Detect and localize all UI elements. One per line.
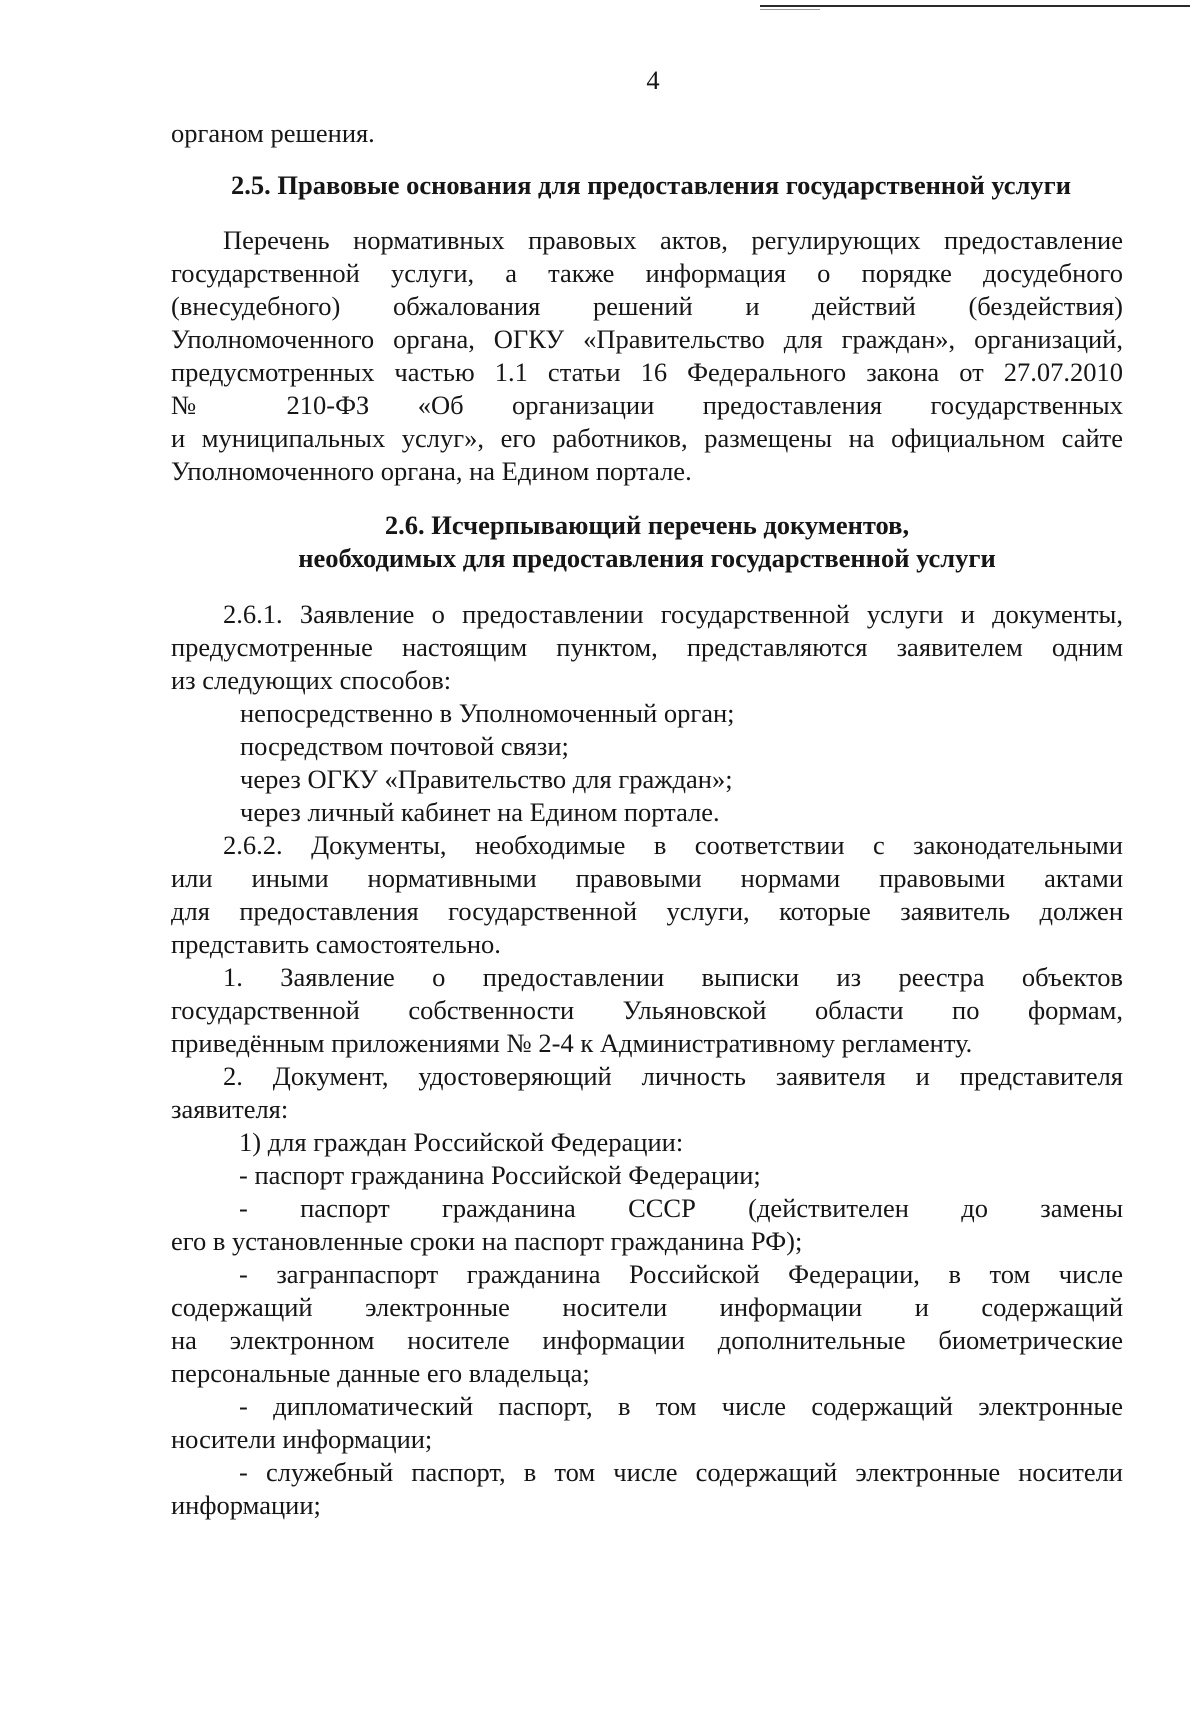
diplomatic-passport-item — [171, 1390, 1123, 1456]
submission-methods-list — [171, 697, 1123, 829]
text-line: на электронном носителе информации дополнительные биометрические — [171, 1325, 1123, 1355]
text-line: 2.6.1. Заявление о предоставлении государственной услуги и документы, — [223, 599, 1123, 629]
text-line: или иными нормативными правовыми нормами правовыми актами — [171, 863, 1123, 893]
text-line: - загранпаспорт гражданина Российской Федерации, в том числе — [239, 1259, 1123, 1289]
text-line: - дипломатический паспорт, в том числе содержащий электронные — [239, 1391, 1123, 1421]
text-line: носители информации; — [171, 1424, 433, 1454]
scan-artifact-line — [760, 5, 1190, 7]
text-line: государственной услуги, а также информация о порядке досудебного — [171, 258, 1123, 288]
text-line: персональные данные его владельца; — [171, 1358, 590, 1388]
document-item-1 — [171, 961, 1123, 1060]
text-line: представить самостоятельно. — [171, 929, 501, 959]
text-line: - паспорт гражданина СССР (действителен до замены — [239, 1193, 1123, 1223]
service-passport-item — [171, 1456, 1123, 1522]
section-2-5-heading: 2.5. Правовые основания для предоставления государственной услуги — [231, 170, 1071, 200]
subitem-citizens-rf: 1) для граждан Российской Федерации: — [239, 1127, 684, 1157]
paragraph-2-6-2 — [171, 829, 1123, 961]
document-item-2 — [171, 1060, 1123, 1126]
text-line: Уполномоченного органа, на Едином портале. — [171, 456, 692, 486]
text-line: содержащий электронные носители информации и содержащий — [171, 1292, 1123, 1322]
text-line: - служебный паспорт, в том числе содержащий электронные носители — [239, 1457, 1123, 1487]
text-line: государственной собственности Ульяновской области по формам, — [171, 995, 1123, 1025]
list-item: через ОГКУ «Правительство для граждан»; — [240, 764, 733, 794]
text-line: (внесудебного) обжалования решений и действий (бездействия) — [171, 291, 1123, 321]
section-2-6-heading-line-2: необходимых для предоставления государственной услуги — [298, 543, 996, 573]
text-line: предусмотренные настоящим пунктом, представляются заявителем одним — [171, 632, 1123, 662]
text-line: приведённым приложениями № 2-4 к Административному регламенту. — [171, 1028, 973, 1058]
text-line: заявителя: — [171, 1094, 289, 1124]
list-item: через личный кабинет на Едином портале. — [240, 797, 720, 827]
text-line: из следующих способов: — [171, 665, 452, 695]
text-line: 2.6.2. Документы, необходимые в соответствии с законодательными — [223, 830, 1123, 860]
page-number: 4 — [646, 65, 660, 95]
text-line: Перечень нормативных правовых актов, регулирующих предоставление — [223, 225, 1123, 255]
list-item: посредством почтовой связи; — [240, 731, 569, 761]
scan-artifact-line-faint — [760, 9, 820, 10]
section-2-5-paragraph — [171, 224, 1123, 488]
paragraph-2-6-1 — [171, 598, 1123, 697]
foreign-passport-item — [171, 1258, 1123, 1390]
document-page — [171, 64, 1123, 1522]
text-line: № 210-ФЗ «Об организации предоставления государственных — [171, 390, 1123, 420]
text-line: 2. Документ, удостоверяющий личность заявителя и представителя — [223, 1061, 1123, 1091]
text-line: информации; — [171, 1490, 321, 1520]
passport-ussr-item — [171, 1192, 1123, 1258]
text-line: для предоставления государственной услуги, которые заявитель должен — [171, 896, 1123, 926]
continuation-text: органом решения. — [171, 118, 375, 148]
text-line: 1. Заявление о предоставлении выписки из реестра объектов — [223, 962, 1123, 992]
text-line: Уполномоченного органа, ОГКУ «Правительство для граждан», организаций, — [171, 324, 1123, 354]
text-line: и муниципальных услуг», его работников, размещены на официальном сайте — [171, 423, 1123, 453]
text-line: предусмотренных частью 1.1 статьи 16 Федерального закона от 27.07.2010 — [171, 357, 1123, 387]
section-2-6-heading-line-1: 2.6. Исчерпывающий перечень документов, — [384, 510, 910, 540]
list-item: непосредственно в Уполномоченный орган; — [240, 698, 735, 728]
passport-rf-item: - паспорт гражданина Российской Федерации; — [239, 1160, 761, 1190]
section-2-6-heading — [171, 509, 1123, 575]
text-line: его в установленные сроки на паспорт гражданина РФ); — [171, 1226, 803, 1256]
